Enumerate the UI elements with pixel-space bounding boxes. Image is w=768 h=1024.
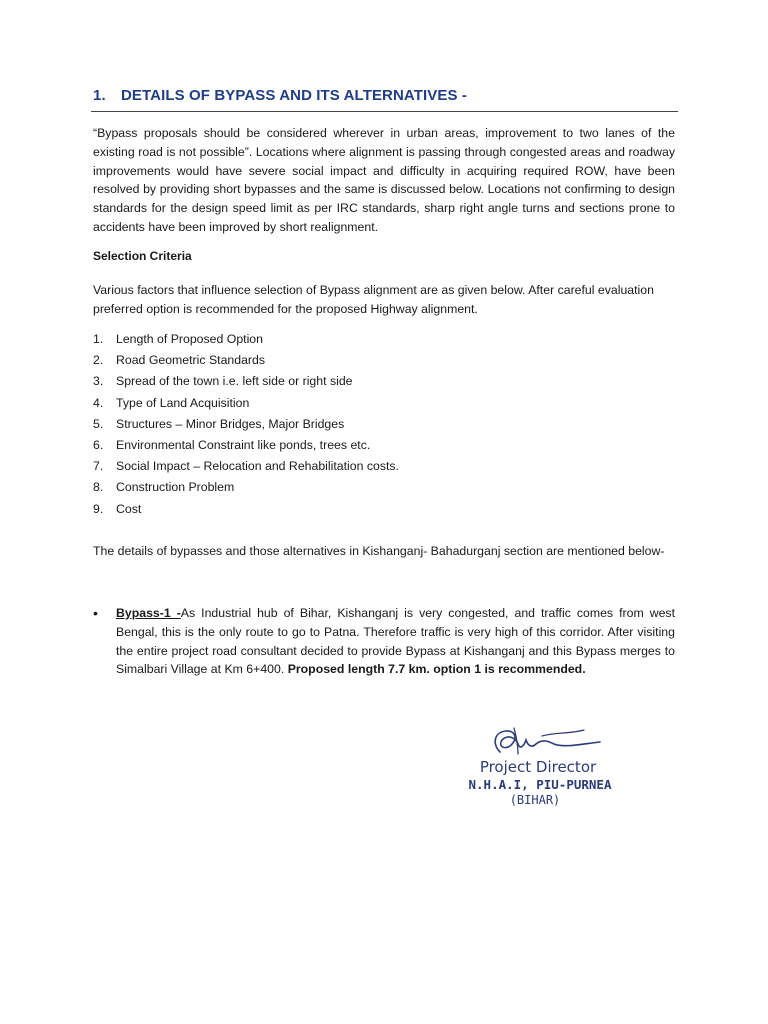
list-item <box>93 394 653 415</box>
list-item-text: Road Geometric Standards <box>116 353 266 368</box>
section-number: 1. <box>93 87 106 104</box>
bullet-icon: • <box>93 605 98 621</box>
heading-underline <box>91 111 678 112</box>
list-item <box>93 351 653 372</box>
list-item-number: 9. <box>93 501 104 516</box>
list-item-number: 5. <box>93 416 104 431</box>
signature-icon <box>452 722 632 762</box>
bypass-1-label: Bypass-1 - <box>116 606 181 620</box>
list-item-number: 7. <box>93 459 104 474</box>
list-item-number: 6. <box>93 437 104 452</box>
details-intro: The details of bypasses and those alternatives in Kishanganj- Bahadurganj section are mentioned below- <box>93 544 665 558</box>
bypass-1-recommendation: Proposed length 7.7 km. option 1 is recommended. <box>287 662 586 677</box>
criteria-list <box>93 330 653 521</box>
list-item-number: 8. <box>93 480 104 495</box>
list-item-number: 2. <box>93 353 104 368</box>
selection-criteria-description: Various factors that influence selection of Bypass alignment are as given below. After careful evaluation preferred option is recommended for the proposed Highway alignment. <box>93 283 654 316</box>
bypass-1-body: As Industrial hub of Bihar, Kishanganj is very congested, and traffic comes from west Bengal, this is the only route to go to Patna. Therefore traffic is very high of this corridor. After visiting the entire project road consultant decided to provide Bypass at Kishanganj and this Bypass merges to Simalbari Village at Km 6+400. <box>116 606 675 677</box>
list-item-text: Cost <box>116 501 142 516</box>
list-item-text: Social Impact – Relocation and Rehabilitation costs. <box>116 459 399 474</box>
list-item-text: Structures – Minor Bridges, Major Bridges <box>116 416 345 431</box>
list-item-text: Construction Problem <box>116 480 235 495</box>
list-item <box>93 436 653 457</box>
intro-paragraph: “Bypass proposals should be considered wherever in urban areas, improvement to two lanes of the existing road is not possible”. Locations where alignment is passing through congested areas and roadway improvements would have severe social impact and difficulty in acquiring required ROW, have been resolved by providing short bypasses and the same is discussed below. Locations not confirming to design standards for the design speed limit as per IRC standards, sharp right angle turns and sections prone to accidents have been improved by short realignment. <box>93 126 675 234</box>
list-item-text: Type of Land Acquisition <box>116 395 250 410</box>
section-heading <box>93 87 677 104</box>
section-title: DETAILS OF BYPASS AND ITS ALTERNATIVES - <box>121 87 467 104</box>
stamp-organization: N.H.A.I, PIU-PURNEA <box>468 777 612 792</box>
list-item <box>93 457 653 478</box>
list-item-number: 1. <box>93 332 104 346</box>
list-item-number: 3. <box>93 374 104 389</box>
bypass-1-text <box>116 604 675 679</box>
stamp-location: (BIHAR) <box>509 793 561 807</box>
list-item-text: Length of Proposed Option <box>116 332 263 346</box>
list-item <box>93 500 653 521</box>
list-item <box>93 415 653 436</box>
list-item-text: Spread of the town i.e. left side or right side <box>116 374 353 389</box>
selection-criteria-heading: Selection Criteria <box>93 249 192 263</box>
list-item <box>93 478 653 499</box>
stamp-title: Project Director <box>479 758 597 776</box>
project-director-stamp <box>452 722 632 817</box>
list-item <box>93 372 653 393</box>
list-item-text: Environmental Constraint like ponds, trees etc. <box>116 437 371 452</box>
list-item <box>93 330 653 351</box>
list-item-number: 4. <box>93 395 104 410</box>
